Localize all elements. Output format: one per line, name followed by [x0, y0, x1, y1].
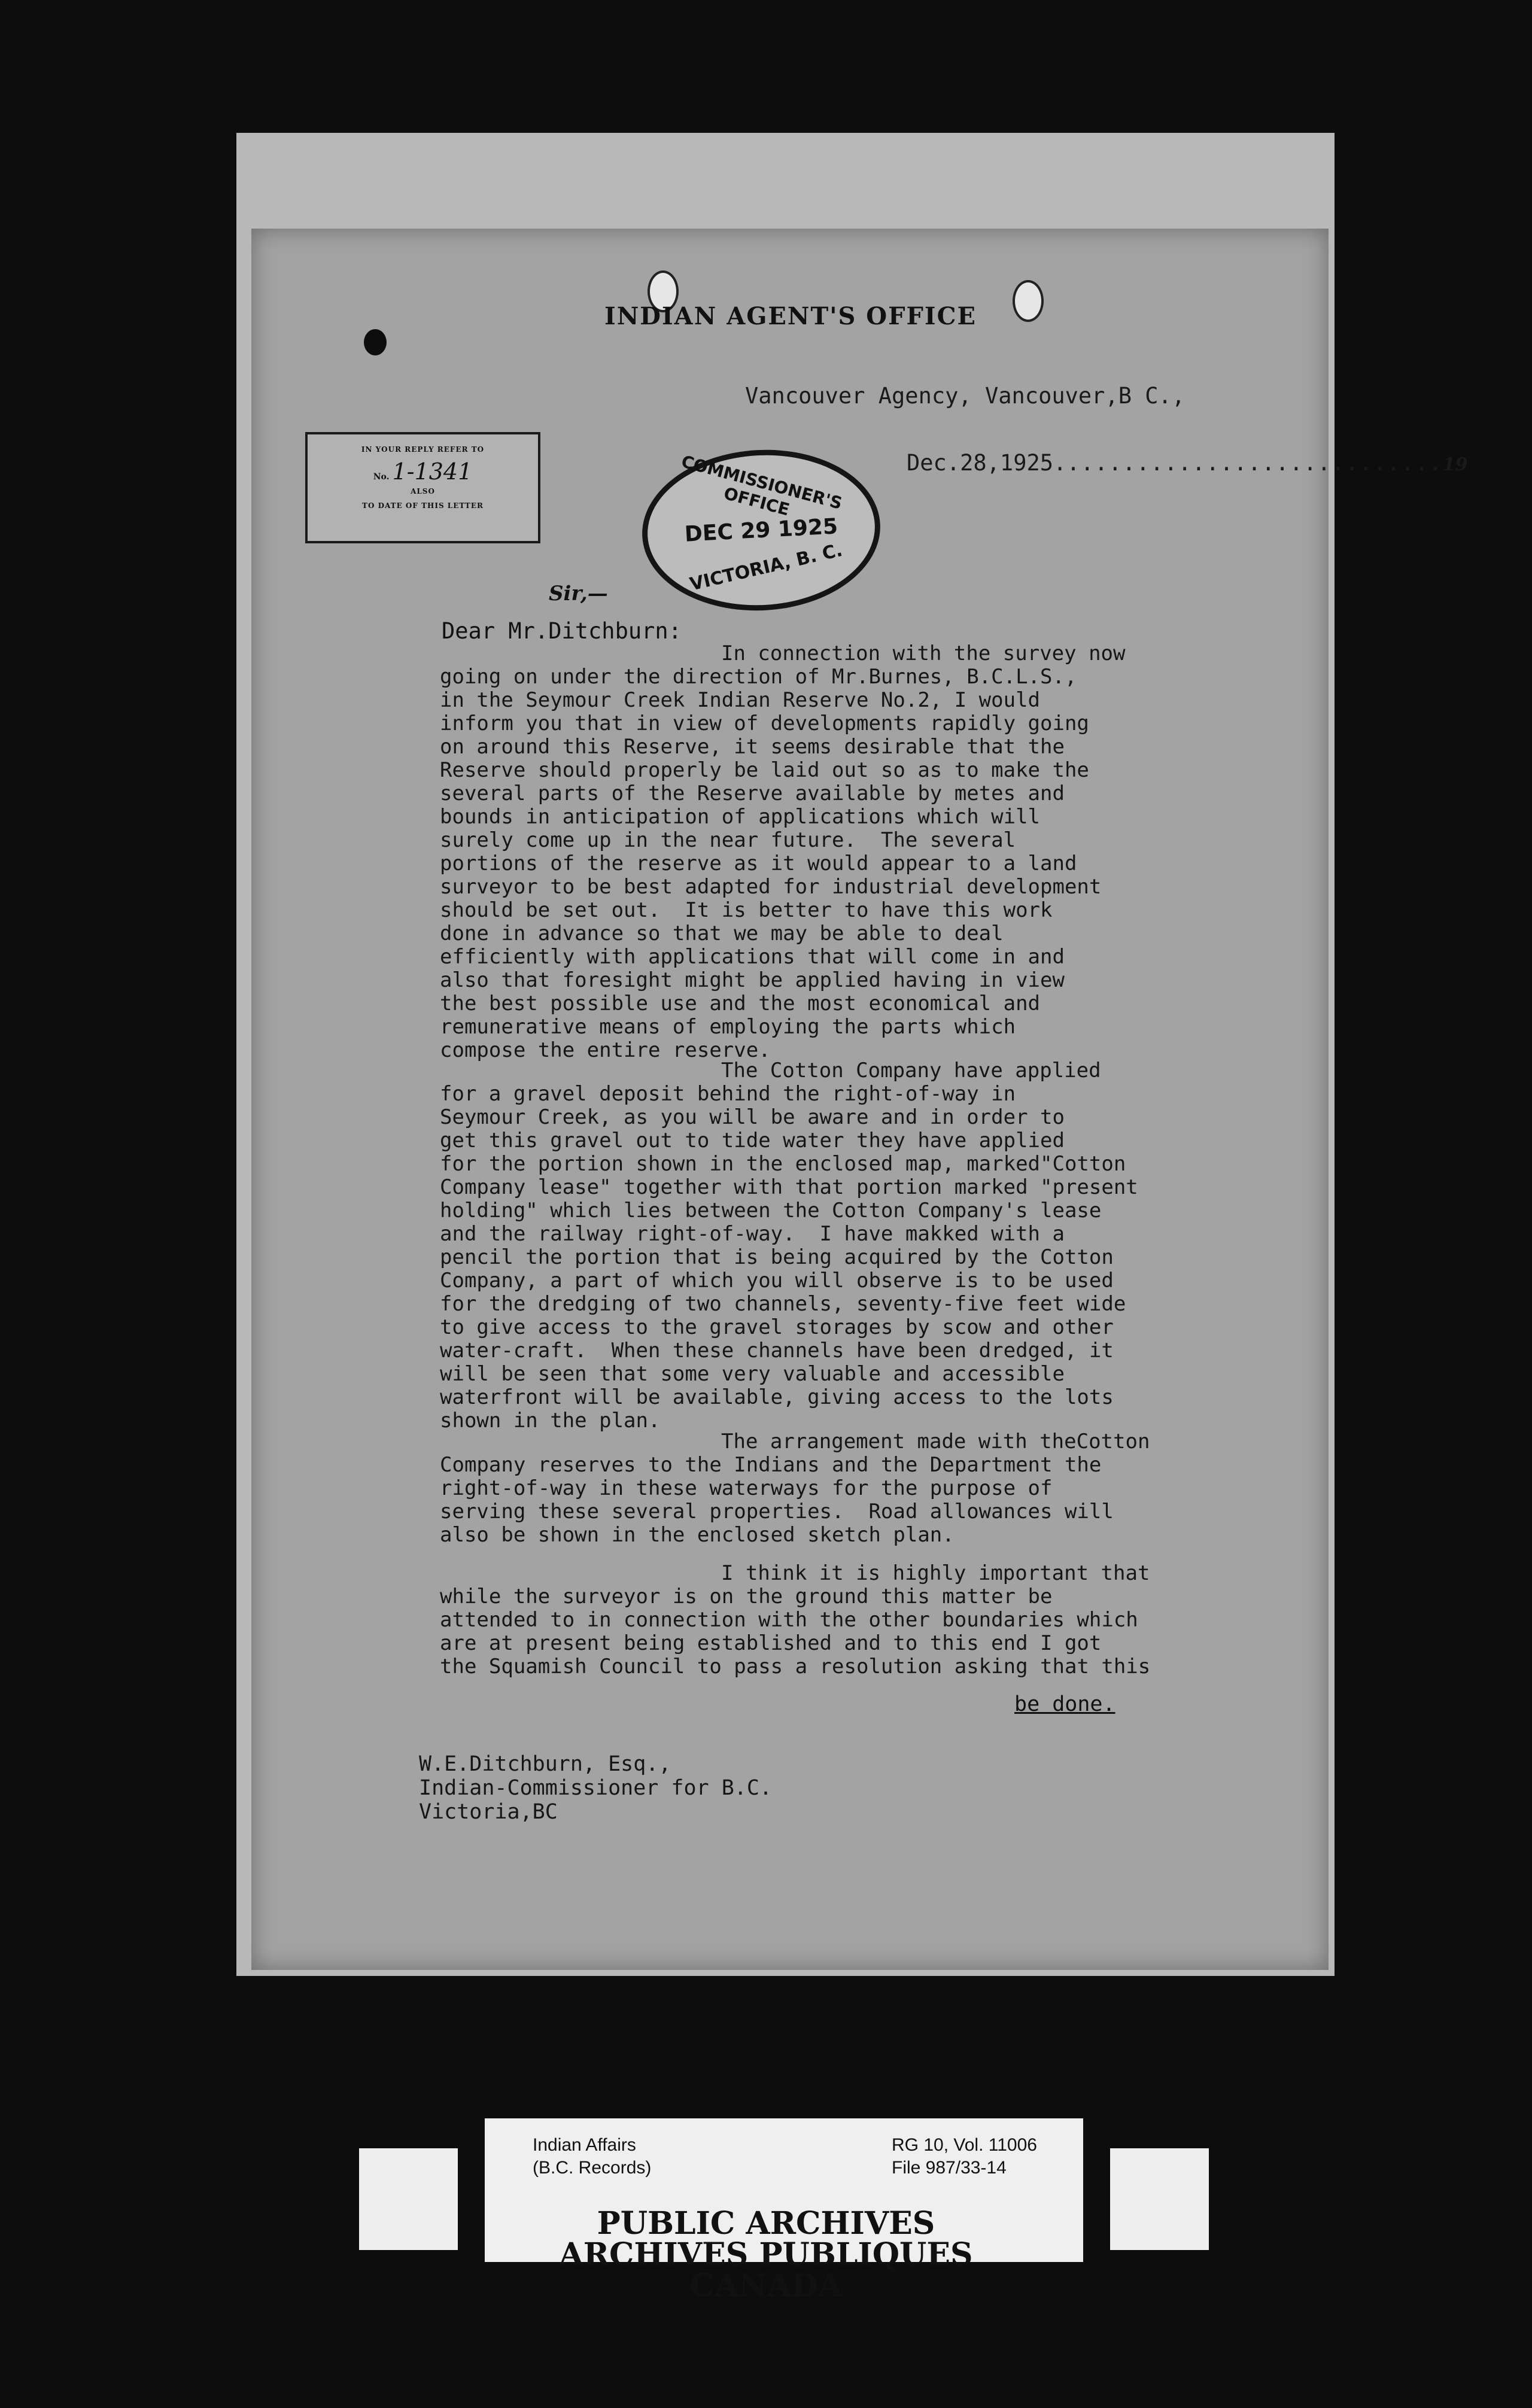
paragraph-line: bounds in anticipation of applications which will — [440, 805, 1041, 829]
date-suffix: 19 — [1442, 454, 1468, 475]
salutation: Dear Mr.Ditchburn: — [442, 618, 682, 644]
paragraph-line: and the railway right-of-way. I have makked with a — [440, 1222, 1065, 1246]
archives-stamp-line: PUBLIC ARCHIVES — [597, 2205, 935, 2242]
paragraph-line: pencil the portion that is being acquired by the Cotton — [440, 1245, 1114, 1269]
label-volume: RG 10, Vol. 11006 — [892, 2135, 1037, 2155]
paragraph-line: while the surveyor is on the ground this matter be — [440, 1585, 1053, 1609]
paragraph-line: also be shown in the enclosed sketch plan. — [440, 1523, 955, 1547]
addressee-line: Indian-Commissioner for B.C. — [419, 1776, 773, 1800]
reply-line4: TO DATE OF THIS LETTER — [362, 501, 484, 510]
paragraph-line: surveyor to be best adapted for industrial development — [440, 875, 1102, 899]
paragraph — [440, 1430, 1230, 1547]
paragraph-line: get this gravel out to tide water they have applied — [440, 1129, 1065, 1153]
paragraph-line: attended to in connection with the other boundaries which — [440, 1608, 1138, 1632]
paragraph-line: the Squamish Council to pass a resolution asking that this — [440, 1655, 1151, 1679]
label-collection: Indian Affairs — [533, 2135, 636, 2155]
paragraph-line: Company, a part of which you will observe is to be used — [440, 1269, 1114, 1293]
agency-line: Vancouver Agency, Vancouver,B C., — [745, 383, 1186, 409]
paragraph-line: several parts of the Reserve available by metes and — [440, 782, 1065, 805]
paragraph-line: holding" which lies between the Cotton Company's lease — [440, 1199, 1102, 1223]
paragraph-line: going on under the direction of Mr.Burnes, B.C.L.S., — [440, 665, 1077, 689]
paragraph — [440, 1562, 1230, 1679]
label-series: (B.C. Records) — [533, 2158, 652, 2178]
paragraph-line: In connection with the survey now — [721, 641, 1126, 665]
paragraph-line: inform you that in view of developments rapidly going — [440, 712, 1089, 735]
letter-date: Dec.28,1925. — [907, 450, 1067, 476]
paragraph-line: Seymour Creek, as you will be aware and in order to — [440, 1105, 1065, 1129]
paragraph-line: right-of-way in these waterways for the purpose of — [440, 1476, 1053, 1500]
printed-salutation: Sir,— — [549, 582, 608, 606]
paragraph-line: efficiently with applications that will come in and — [440, 945, 1065, 969]
reply-line1: IN YOUR REPLY REFER TO — [361, 445, 485, 454]
paragraph-line: for the portion shown in the enclosed map, marked"Cotton — [440, 1152, 1126, 1176]
addressee-line: W.E.Ditchburn, Esq., — [419, 1752, 671, 1776]
office-title: INDIAN AGENT'S OFFICE — [604, 302, 977, 330]
paragraph-line: portions of the reserve as it would appear to a land — [440, 852, 1077, 875]
paragraph-line: also that foresight might be applied having in view — [440, 968, 1065, 992]
archives-stamp — [383, 2205, 1149, 2304]
paragraph-line: for the dredging of two channels, seventy-five feet wide — [440, 1292, 1126, 1316]
addressee-line: Victoria,BC — [419, 1800, 558, 1824]
stamp-date: DEC 29 1925 — [683, 514, 839, 547]
paragraph-line: on around this Reserve, it seems desirable that the — [440, 735, 1065, 759]
binder-dot — [364, 329, 387, 355]
paragraph-line: compose the entire reserve. — [440, 1038, 771, 1062]
continuation-catchword: be done. — [1014, 1692, 1115, 1716]
reply-reference-box — [305, 432, 540, 543]
stamp-top-text: COMMISSIONER'S OFFICE — [679, 451, 844, 520]
paragraph-line: remunerative means of employing the parts which — [440, 1015, 1016, 1039]
paragraph-line: Company reserves to the Indians and the Department the — [440, 1453, 1102, 1477]
label-file: File 987/33-14 — [892, 2158, 1007, 2178]
punch-hole-right — [1013, 280, 1044, 322]
reply-no-label: No. — [373, 472, 390, 482]
paragraph-line: for a gravel deposit behind the right-of-way in — [440, 1082, 1016, 1106]
paragraph-line: will be seen that some very valuable and accessible — [440, 1362, 1065, 1386]
addressee-block — [419, 1752, 772, 1824]
reply-no-value: 1-1341 — [392, 458, 473, 485]
paragraph-line: should be set out. It is better to have this work — [440, 898, 1053, 922]
paragraph-line: The Cotton Company have applied — [721, 1059, 1101, 1083]
stamp-bottom-text: VICTORIA, B. C. — [688, 539, 845, 595]
paragraph-line: Company lease" together with that portion marked "present — [440, 1175, 1138, 1199]
paragraph-line: The arrangement made with theCotton — [721, 1430, 1150, 1454]
paragraph-line: surely come up in the near future. The several — [440, 828, 1016, 852]
paragraph — [440, 1059, 1230, 1433]
paragraph-line: I think it is highly important that — [721, 1561, 1150, 1585]
paragraph-line: Reserve should properly be laid out so as to make the — [440, 758, 1089, 782]
paragraph-line: shown in the plan. — [440, 1409, 661, 1433]
reply-line3: ALSO — [411, 487, 435, 495]
paragraph-line: done in advance so that we may be able to deal — [440, 922, 1004, 945]
paragraph-line: in the Seymour Creek Indian Reserve No.2, I would — [440, 688, 1041, 712]
paragraph-line: are at present being established and to this end I got — [440, 1631, 1102, 1655]
paragraph-line: water-craft. When these channels have been dredged, it — [440, 1339, 1114, 1363]
paragraph-line: waterfront will be available, giving access to the lots — [440, 1385, 1114, 1409]
date-line — [907, 450, 1468, 476]
paragraph-line: serving these several properties. Road allowances will — [440, 1500, 1114, 1524]
archives-stamp-line: ARCHIVES PUBLIQUES — [559, 2236, 973, 2273]
date-dots: ........................... — [1066, 450, 1443, 476]
paragraph-line: the best possible use and the most economical and — [440, 992, 1041, 1016]
paragraph — [440, 642, 1230, 1062]
reply-number-row — [308, 458, 538, 485]
archives-stamp-line: CANADA — [689, 2267, 843, 2304]
paragraph-line: to give access to the gravel storages by scow and other — [440, 1315, 1114, 1339]
